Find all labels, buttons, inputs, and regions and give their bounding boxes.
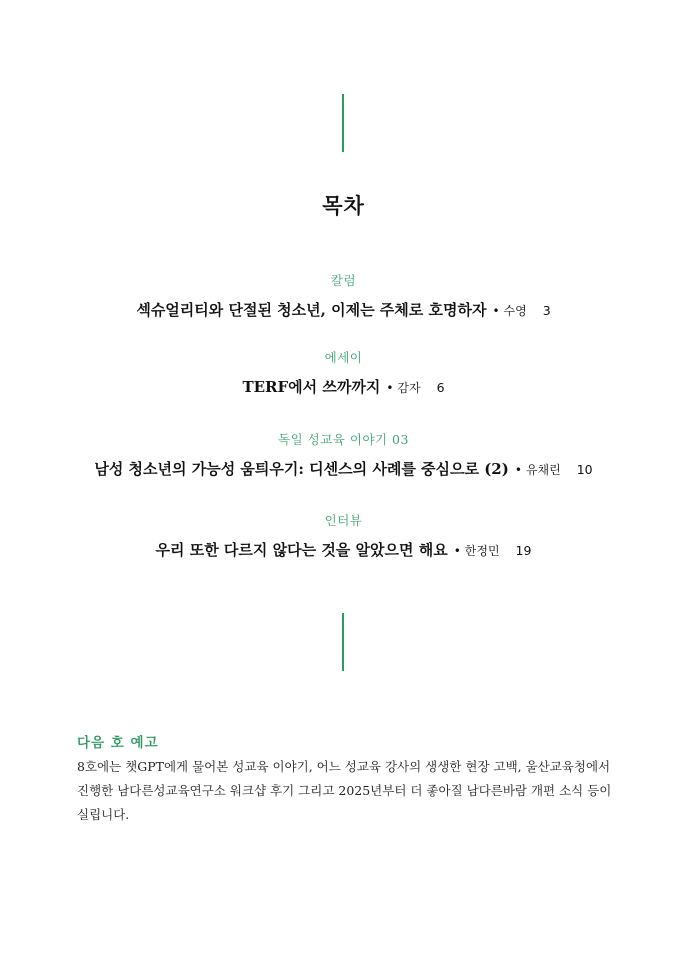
top-divider-line [342, 94, 344, 152]
toc-entry[interactable] [0, 511, 687, 560]
next-issue-body: 8호에는 챗GPT에게 물어본 성교육 이야기, 어느 성교육 강사의 생생한 현장 고백, 울산교육청에서 진행한 남다른성교육연구소 워크샵 후기 그리고 2025년부터 더 좋아질 남다른바람 개편 소식 등이 실립니다. [77, 759, 612, 822]
toc-entry-page: 6 [436, 380, 445, 395]
bullet: • [453, 544, 461, 558]
toc-category: 에세이 [324, 350, 363, 365]
toc-entry-title: 섹슈얼리티와 단절된 청소년, 이제는 주체로 호명하자 [136, 301, 487, 319]
toc-entry-page: 3 [542, 303, 551, 318]
bullet: • [514, 463, 522, 477]
next-issue-heading: 다음 호 예고 [77, 735, 159, 751]
toc-entry-author: 수영 [503, 304, 527, 318]
toc-entry-title: TERF에서 쓰까까지 [242, 378, 381, 396]
toc-entry-author: 유채린 [525, 463, 561, 477]
toc-entry-title: 남성 청소년의 가능성 움틔우기: 디센스의 사례를 중심으로 (2) [94, 460, 509, 478]
bottom-divider-line [342, 613, 344, 671]
toc-heading: 목차 [322, 193, 365, 218]
toc-category: 칼럼 [330, 273, 357, 288]
toc-category: 독일 성교육 이야기 03 [278, 432, 409, 447]
toc-entry[interactable] [0, 348, 687, 397]
toc-category: 인터뷰 [324, 513, 363, 528]
toc-entry-page: 19 [515, 543, 532, 558]
toc-entry-page: 10 [576, 462, 593, 477]
toc-entry-title: 우리 또한 다르지 않다는 것을 알았으면 해요 [155, 541, 448, 559]
toc-entry-author: 한정민 [464, 544, 500, 558]
toc-entry[interactable] [0, 430, 687, 479]
bullet: • [386, 381, 394, 395]
toc-entry[interactable] [0, 271, 687, 320]
bullet: • [492, 304, 500, 318]
toc-entry-author: 감자 [397, 381, 421, 395]
